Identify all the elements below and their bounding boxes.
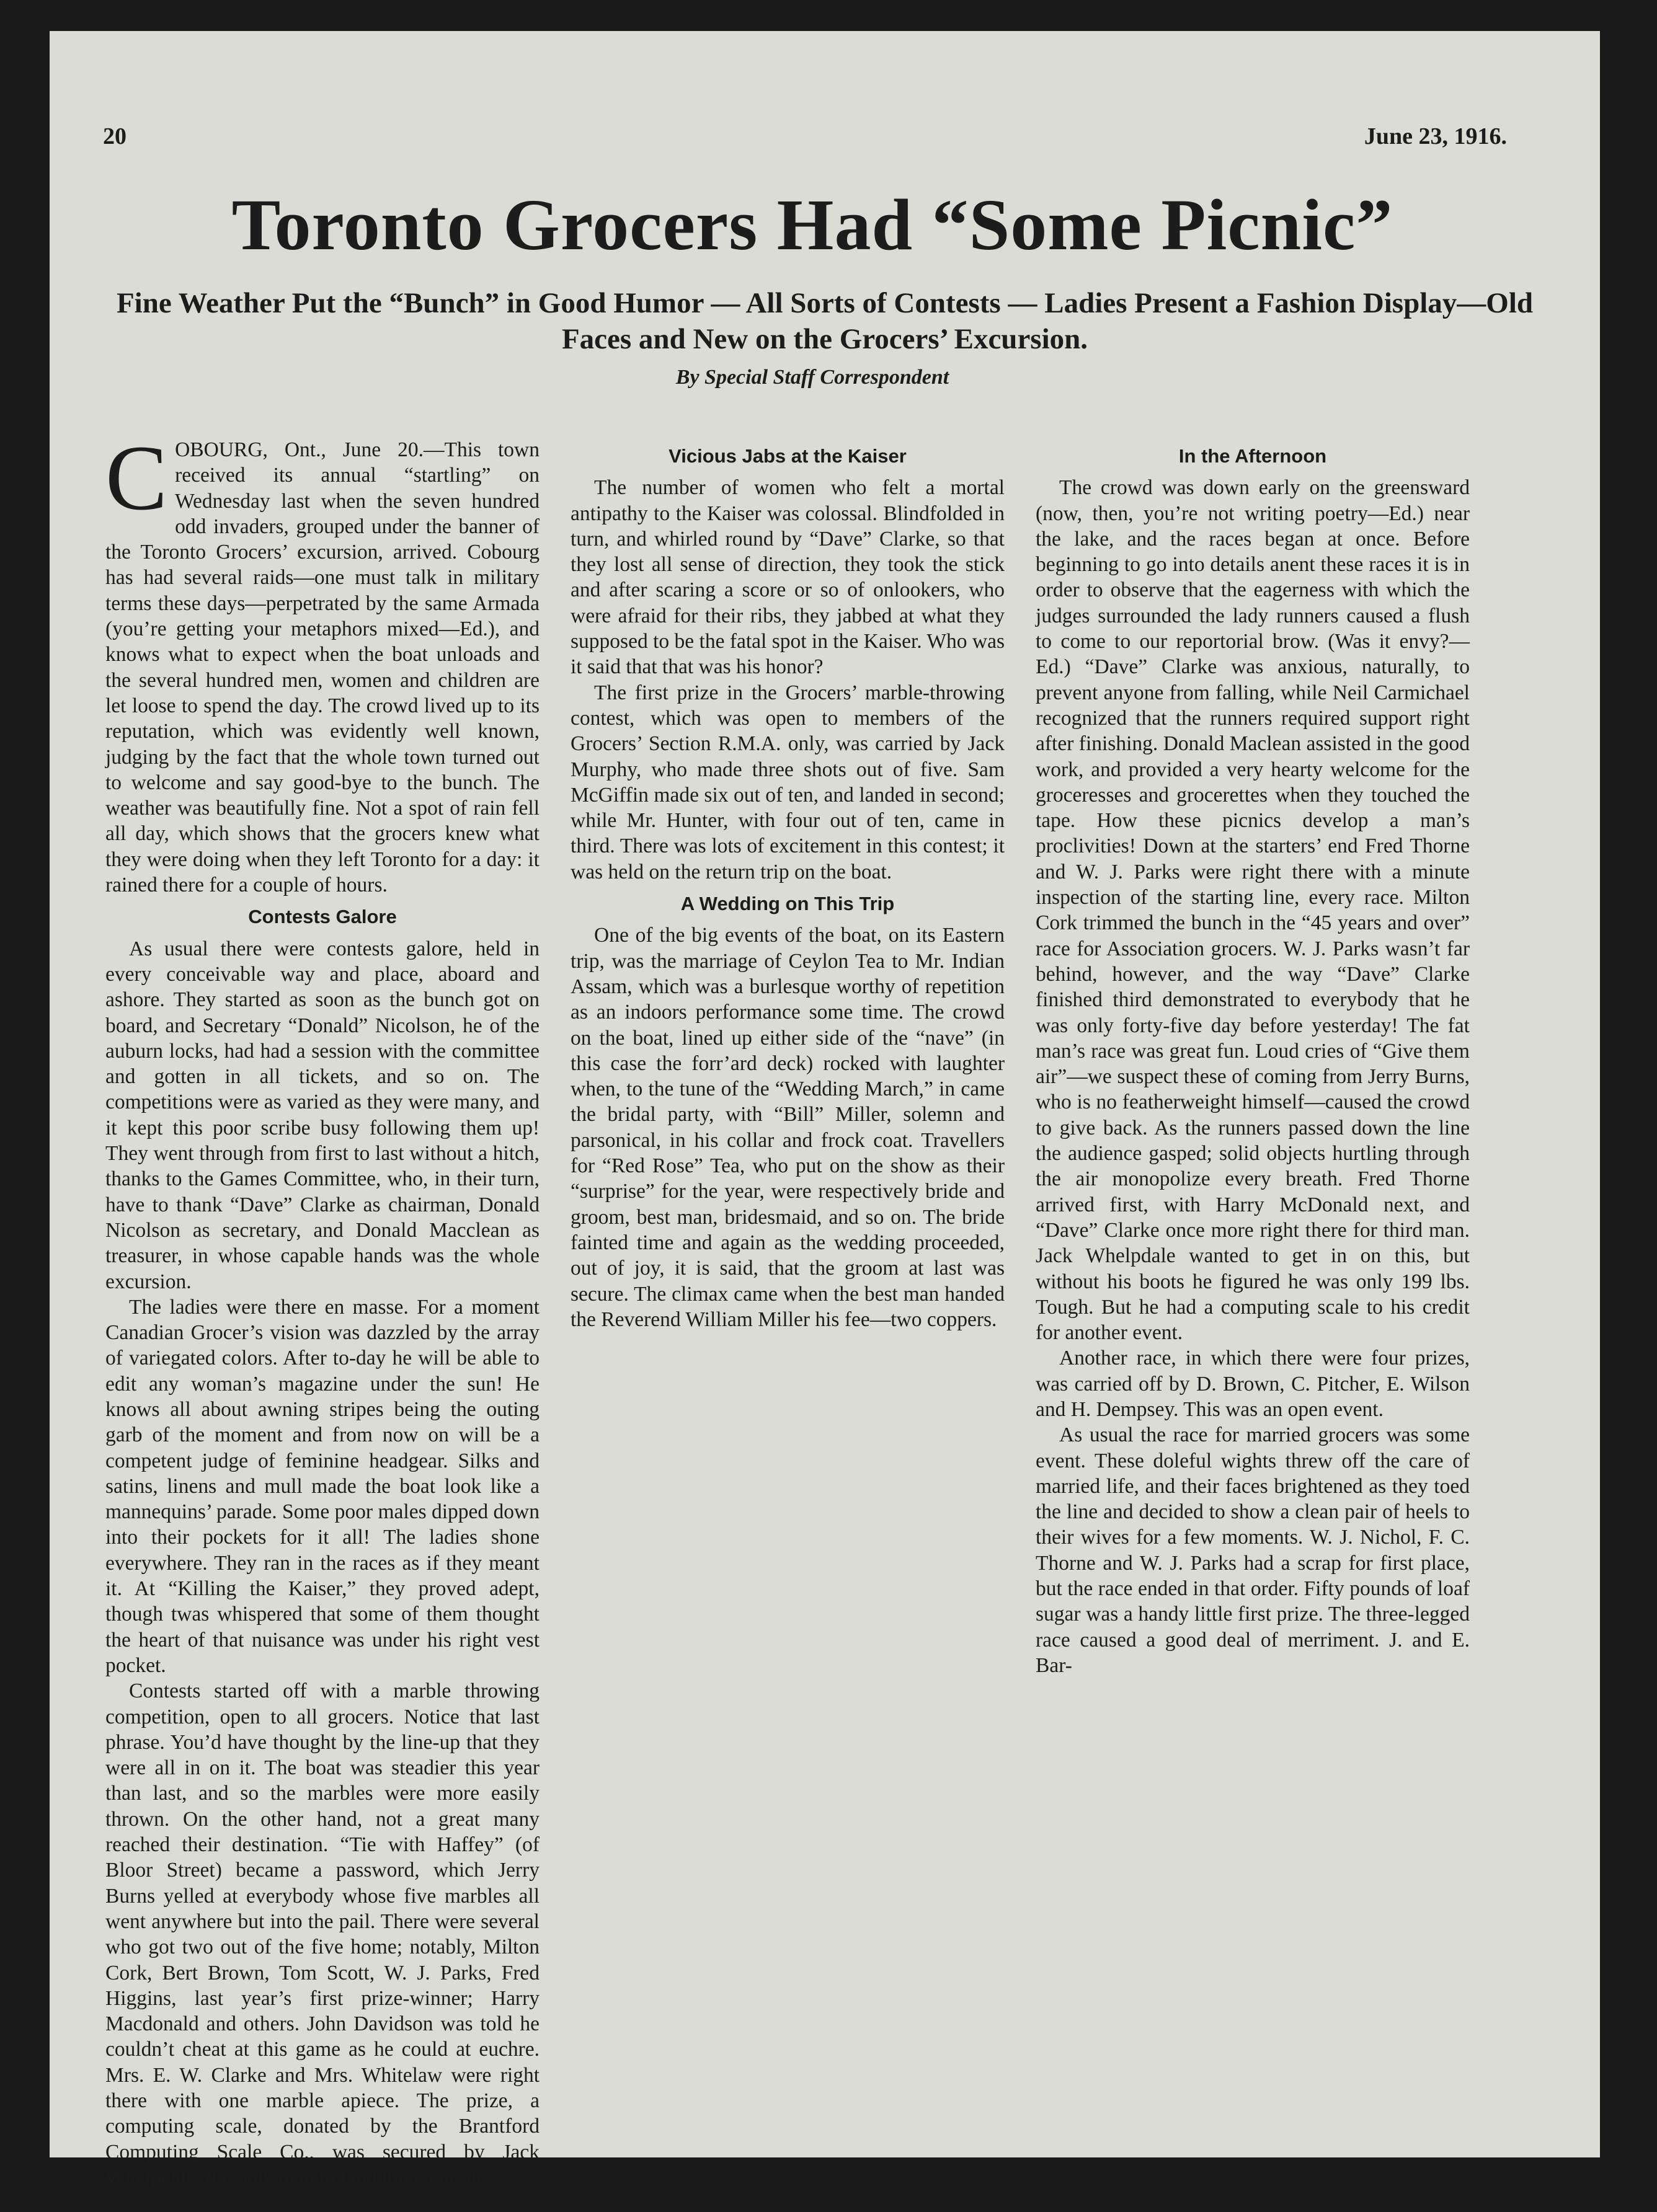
paragraph: The first prize in the Grocers’ marble-throwing contest, which was open to members of the Grocers’ Section R.M.A. only, was carried by Jack Murphy, who made three shots out of five. Sam McGiffin made six out of ten, and landed in second; while Mr. Hunter, with four out of ten, came in third. There was lots of excitement in this contest; it was held on the return trip on the boat.	[571, 681, 1005, 883]
paragraph: The crowd was down early on the greensward (now, then, you’re not writing poetry—Ed.) near the lake, and the races began at once. Before beginning to go into details anent these races it is in order to observe that the eagerness with which the judges surrounded the lady runners caused a flush to come to our reportorial brow. (Was it envy?—Ed.) “Dave” Clarke was anxious, naturally, to prevent anyone from falling, while Neil Carmichael recognized that the runners required support right after finishing. Donald Maclean assisted in the good work, and provided a very hearty welcome for the groceresses and grocerettes when they touched the tape. How these picnics develop a man’s proclivities! Down at the starters’ end Fred Thorne and W. J. Parks were right there with a minute inspection of the starting line, every race. Milton Cork trimmed the bunch in the “45 years and over” race for Association grocers. W. J. Parks wasn’t far behind, however, and the way “Dave” Clarke finished third demonstrated to everybody that he was only forty-five day before yesterday! The fat man’s race was great fun. Loud cries of “Give them air”—we suspect these of coming from Jerry Burns, who is no featherweight himself—caused the crowd to give back. As the runners passed down the line the audience gasped; solid objects hurtling through the air monopolize every breath. Fred Thorne arrived first, with Harry McDonald next, and “Dave” Clarke once more right there for third man. Jack Whelpdale wanted to get in on this, but without his boots he figured he was only 199 lbs. Tough. But he had a computing scale to his credit for another event.	[1036, 476, 1470, 1345]
magazine-page	[50, 31, 1600, 2189]
article-byline: By Special Staff Correspondent	[675, 366, 949, 389]
paragraph-opening	[105, 427, 540, 898]
article-subtitle: Fine Weather Put the “Bunch” in Good Humor — All Sorts of Contests — Ladies Present a Fashion Display—Old Faces and New on the Grocers’ Excursion.	[116, 287, 1534, 355]
paragraph: Another race, in which there were four prizes, was carried off by D. Brown, C. Pitcher, E. Wilson and H. Dempsey. This was an open event.	[1036, 1347, 1470, 1421]
article-title: Toronto Grocers Had “Some Picnic”	[231, 184, 1393, 265]
paragraph: The ladies were there en masse. For a moment Canadian Grocer’s vision was dazzled by the array of variegated colors. After to-day he will be able to edit any woman’s magazine under the sun! He knows all about awning stripes being the outing garb of the moment and from now on will be a competent judge of feminine headgear. Silks and satins, linens and mull made the boat look like a mannequins’ parade. Some poor males dipped down into their pockets for it all! The ladies shone everywhere. They ran in the races as if they meant it. At “Killing the Kaiser,” they proved adept, though twas whispered that some of them thought the heart of that nuisance was under his right vest pocket.	[105, 1295, 540, 1677]
drop-cap: C	[105, 427, 168, 529]
paragraph-opening-text: OBOURG, Ont., June 20.—This town received its annual “startling” on Wednesday last when the seven hundred odd invaders, grouped under the banner of the Toronto Grocers’ excursion, arrived. Cobourg has had several raids—one must talk in military terms these days—perpetrated by the same Armada (you’re getting your metaphors mixed—Ed.), and knows what to expect when the boat unloads and the several hundred men, women and children are let loose to spend the day. The crowd lived up to its reputation, which was evidently well known, judging by the fact that the whole town turned out to welcome and say good-bye to the bunch. The weather was beautifully fine. Not a spot of rain fell all day, which shows that the grocers knew what they were doing when they left Toronto for a day: it rained there for a couple of hours.	[105, 438, 540, 897]
paragraph: As usual there were contests galore, held in every conceivable way and place, aboard and ashore. They started as soon as the bunch got on board, and Secretary “Donald” Nicolson, he of the auburn locks, had had a session with the committee and gotten in all tickets, and so on. The competitions were as varied as they were many, and it kept this poor scribe busy following them up! They went through from first to last without a hitch, thanks to the Games Committee, who, in their turn, have to thank “Dave” Clarke as chairman, Donald Nicolson as secretary, and Donald Macclean as treasurer, in whose capable hands was the whole excursion.	[105, 937, 540, 1293]
section-heading-afternoon: In the Afternoon	[1178, 445, 1327, 467]
column-3	[1036, 437, 1470, 1678]
paragraph: One of the big events of the boat, on its Eastern trip, was the marriage of Ceylon Tea to Mr. Indian Assam, which was a burlesque worthy of repetition as an indoors performance some time. The crowd on the boat, lined up either side of the “nave” (in this case the forr’ard deck) rocked with laughter when, to the tune of the “Wedding March,” in came the bridal party, with “Bill” Miller, solemn and parsonical, in his collar and frock coat. Travellers for “Red Rose” Tea, who put on the show as their “surprise” for the year, were respectively bride and groom, best man, bridesmaid, and so on. The bride fainted time and again as the wedding proceeded, out of joy, it is said, that the groom at last was secure. The climax came when the best man handed the Reverend William Miller his fee—two coppers.	[571, 924, 1005, 1331]
column-2	[571, 437, 1005, 1332]
issue-date: June 23, 1916.	[1364, 123, 1507, 149]
page-number: 20	[103, 123, 127, 149]
section-heading-wedding: A Wedding on This Trip	[680, 893, 895, 915]
section-heading-kaiser: Vicious Jabs at the Kaiser	[669, 445, 907, 467]
column-1	[105, 427, 540, 2190]
paragraph: As usual the race for married grocers was some event. These doleful wights threw off the care of married life, and their faces brightened as they toed the line and decided to show a clean pair of heels to their wives for a few moments. W. J. Nichol, F. C. Thorne and W. J. Parks had a scrap for first place, but the race ended in that order. Fifty pounds of loaf sugar was a handy little first prize. The three-legged race caused a good deal of merriment. J. and E. Bar-	[1036, 1423, 1470, 1677]
section-heading-contests: Contests Galore	[248, 906, 397, 928]
paragraph: The number of women who felt a mortal antipathy to the Kaiser was colossal. Blindfolded in turn, and whirled round by “Dave” Clarke, so that they lost all sense of direction, they took the stick and after scaring a score or so of onlookers, who were afraid for their ribs, they jabbed at what they supposed to be the fatal spot in the Kaiser. Who was it said that that was his honor?	[571, 476, 1005, 679]
paragraph: Contests started off with a marble throwing competition, open to all grocers. Notice that last phrase. You’d have thought by the line-up that they were all in on it. The boat was steadier this year than last, and so the marbles were more easily thrown. On the other hand, not a great many reached their destination. “Tie with Haffey” (of Bloor Street) became a password, which Jerry Burns yelled at everybody whose five marbles all went anywhere but into the pail. There were several who got two out of the five home; notably, Milton Cork, Bert Brown, Tom Scott, W. J. Parks, Fred Higgins, last year’s first prize-winner; Harry Macdonald and others. John Davidson was told he couldn’t cheat at this game as he could at euchre. Mrs. E. W. Clarke and Mrs. Whitelaw were right there with one marble apiece. The prize, a computing scale, donated by the Brantford Computing Scale Co., was secured by Jack Whelpdale, the only man to land three marbles.	[105, 1679, 540, 2189]
